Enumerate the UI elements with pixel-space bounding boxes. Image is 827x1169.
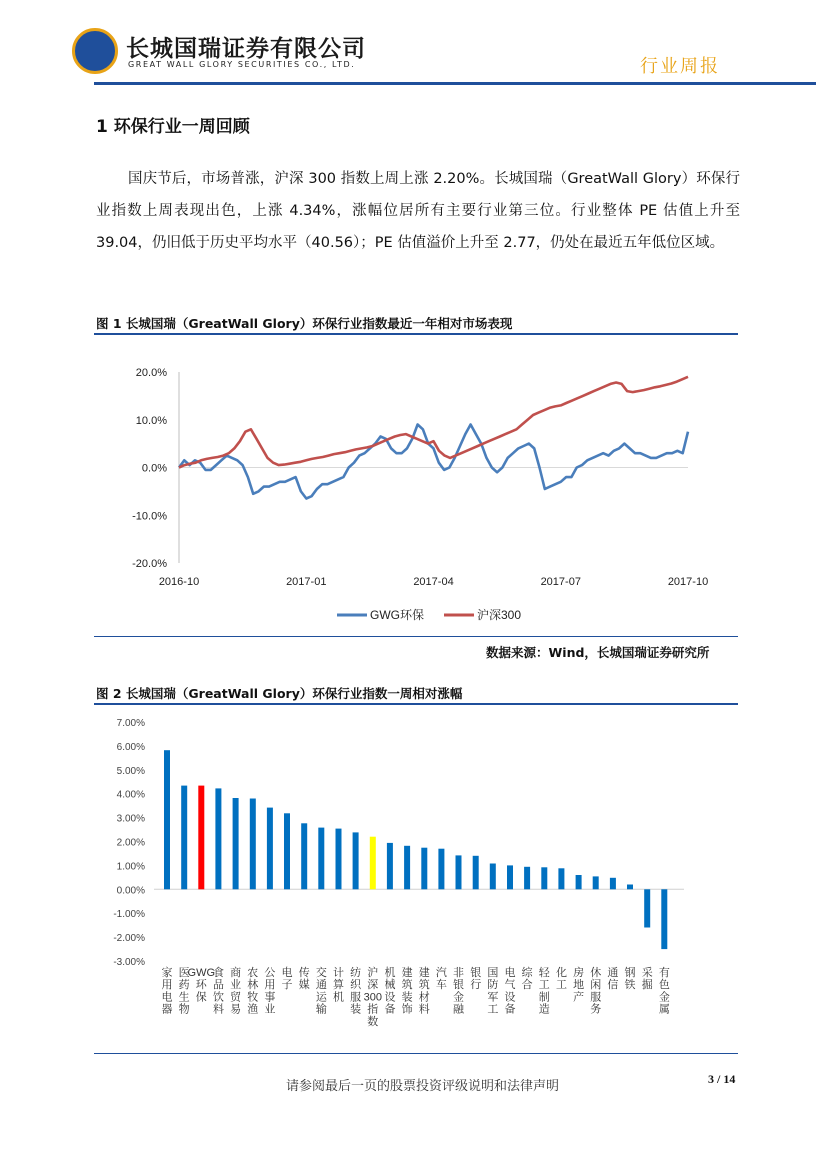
- y-tick-label: -20.0%: [132, 558, 167, 570]
- bar: [233, 798, 239, 889]
- bar: [198, 786, 204, 890]
- y-tick-label: 20.0%: [135, 367, 167, 379]
- x-tick-label: 2016-10: [158, 576, 200, 588]
- y-tick-label: -10.0%: [132, 510, 167, 523]
- company-name-cn: 长城国瑞证券有限公司: [126, 36, 366, 62]
- y-tick-label: 3.00%: [116, 813, 145, 825]
- bar: [473, 856, 479, 890]
- bar: [250, 799, 256, 890]
- category-label: 汽车: [435, 967, 447, 992]
- y-tick-label: 10.0%: [135, 414, 167, 427]
- figure2-title: 图 2 长城国瑞（GreatWall Glory）环保行业指数一周相对涨幅: [96, 686, 463, 701]
- figure1-title: 图 1 长城国瑞（GreatWall Glory）环保行业指数最近一年相对市场表现: [96, 316, 513, 331]
- category-label: 传媒: [298, 967, 310, 992]
- category-label: 电气设备: [504, 967, 516, 1016]
- footer-rule: [94, 1053, 738, 1054]
- x-tick-label: 2017-10: [667, 576, 709, 588]
- bar: [421, 848, 427, 890]
- bar: [267, 808, 273, 890]
- y-tick-label: -1.00%: [113, 909, 145, 921]
- footer-disclaimer: 请参阅最后一页的股票投资评级说明和法律声明: [286, 1079, 560, 1094]
- y-tick-label: 5.00%: [116, 765, 145, 777]
- category-label: 有色金属: [658, 967, 670, 1016]
- line-chart: [94, 340, 738, 635]
- bar: [438, 849, 444, 890]
- bar: [404, 846, 410, 890]
- bar: [661, 889, 667, 949]
- bar: [456, 855, 462, 889]
- category-label: 银行: [470, 967, 482, 992]
- bar: [576, 875, 582, 889]
- figure2-top-rule: [94, 703, 738, 705]
- category-label: 计算机: [333, 967, 344, 1004]
- x-tick-label: 2017-07: [540, 576, 581, 588]
- category-label: 医药生物: [178, 967, 190, 1016]
- y-tick-label: -3.00%: [113, 957, 145, 968]
- bar: [387, 843, 393, 889]
- section-title: 1 环保行业一周回顾: [96, 117, 250, 137]
- bar: [627, 885, 633, 890]
- category-label: 国防军工: [487, 967, 499, 1016]
- category-label: 化工: [555, 967, 567, 992]
- y-tick-label: 6.00%: [116, 741, 145, 753]
- category-label: 建筑材料: [418, 967, 430, 1016]
- figure1-bottom-rule: [94, 636, 738, 637]
- category-label: 采掘: [641, 967, 653, 992]
- category-label: 机械设备: [384, 967, 396, 1016]
- x-tick-label: 2017-01: [286, 576, 327, 588]
- bar: [164, 750, 170, 889]
- bar: [215, 788, 221, 889]
- company-logo: [72, 28, 118, 74]
- category-label: 电子: [281, 967, 293, 992]
- y-tick-label: -2.00%: [113, 933, 145, 945]
- bar: [507, 865, 513, 889]
- category-label: 纺织服装: [350, 967, 362, 1016]
- bar: [370, 837, 376, 890]
- bar: [301, 823, 307, 889]
- bar: [541, 867, 547, 889]
- category-label: 钢铁: [624, 967, 636, 992]
- x-tick-label: 2017-04: [413, 576, 454, 588]
- category-label: 非银金融: [453, 967, 465, 1016]
- y-tick-label: 0.00%: [116, 885, 145, 897]
- bar: [284, 813, 290, 889]
- bar: [353, 832, 359, 889]
- bar: [644, 889, 650, 927]
- category-label: 食品饮料: [212, 967, 224, 1016]
- bar: [490, 864, 496, 890]
- category-label: 建筑装饰: [401, 967, 413, 1016]
- category-label: 综合: [521, 967, 533, 992]
- bar: [524, 867, 530, 890]
- figure1-top-rule: [94, 333, 738, 335]
- page-number: 3 / 14: [708, 1072, 736, 1086]
- bar: [336, 829, 342, 890]
- bar: [181, 786, 187, 890]
- bar: [610, 878, 616, 890]
- category-label: 商业贸易: [230, 967, 242, 1016]
- data-source: 数据来源：Wind，长城国瑞证券研究所: [486, 645, 710, 660]
- report-type: 行业周报: [640, 56, 720, 77]
- category-label: 房地产: [573, 967, 585, 1004]
- y-tick-label: 4.00%: [116, 789, 145, 801]
- bar-chart: [94, 706, 738, 1050]
- category-label: 公用事业: [264, 967, 276, 1016]
- bar: [318, 828, 324, 890]
- category-label: 通信: [607, 967, 619, 992]
- category-label: 休闲服务: [590, 967, 602, 1016]
- category-label: 交通运输: [315, 967, 327, 1016]
- y-tick-label: 2.00%: [116, 837, 145, 849]
- legend-label: GWG环保: [370, 608, 424, 622]
- y-tick-label: 7.00%: [116, 718, 145, 729]
- company-name-en: GREAT WALL GLORY SECURITIES CO., LTD.: [128, 60, 356, 69]
- y-tick-label: 1.00%: [116, 861, 145, 873]
- header-divider: [94, 82, 816, 85]
- summary-paragraph: 国庆节后，市场普涨，沪深 300 指数上周上涨 2.20%。长城国瑞（GreatWall Glory）环保行业指数上周表现出色，上涨 4.34%，涨幅位居所有主要行业第三位。行业整体 PE 估值上升至 39.04，仍旧低于历史平均水平（40.56）；PE 估值溢价上升至 2.77，仍处在最近五年低位区域。: [96, 171, 740, 251]
- bar: [593, 876, 599, 889]
- category-label: 农林牧渔: [247, 967, 259, 1016]
- y-tick-label: 0.0%: [141, 462, 167, 475]
- legend-label: 沪深300: [477, 608, 522, 622]
- bar: [558, 868, 564, 889]
- category-label: 家用电器: [161, 967, 173, 1016]
- category-label: GWG 环保: [187, 967, 216, 1004]
- category-label: 轻工制造: [538, 967, 550, 1016]
- category-label: 沪深 300 指数: [363, 967, 382, 1028]
